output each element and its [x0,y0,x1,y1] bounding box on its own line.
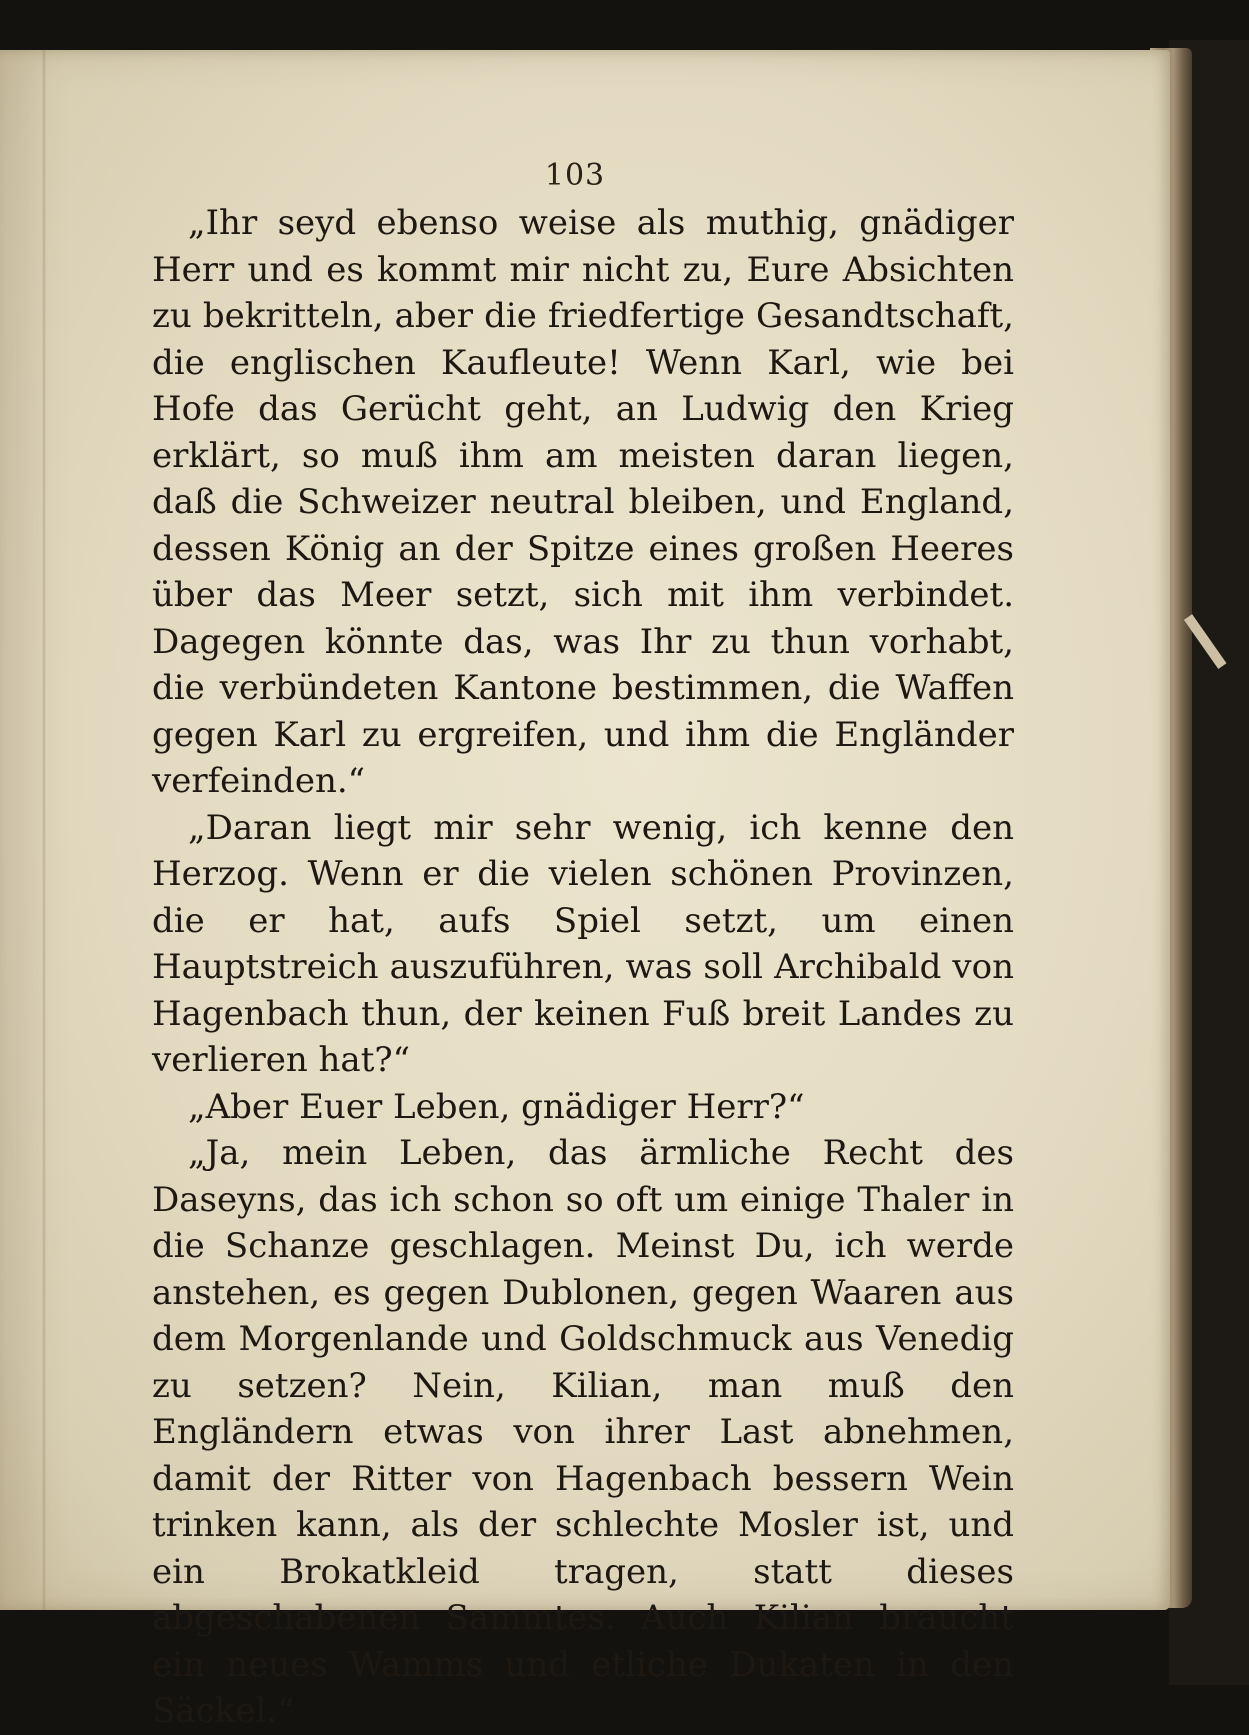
page-number: 103 [544,158,606,193]
paragraph: „Ihr seyd ebenso weise als muthig, gnädiger Herr und es kommt mir nicht zu, Eure Absichten zu bekritteln, aber die friedfertige Gesandtschaft, die englischen Kaufleute! Wenn Karl, wie bei Hofe das Gerücht geht, an Ludwig den Krieg erklärt, so muß ihm am meisten daran liegen, daß die Schweizer neutral bleiben, und England, dessen König an der Spitze eines großen Heeres über das Meer setzt, sich mit ihm verbindet. Dagegen könnte das, was Ihr zu thun vorhabt, die verbündeten Kantone bestimmen, die Waffen gegen Karl zu ergreifen, und ihm die Engländer verfeinden.“ [152,203,1014,801]
paragraph: „Daran liegt mir sehr wenig, ich kenne den Herzog. Wenn er die vielen schönen Provinzen, die er hat, aufs Spiel setzt, um einen Hauptstreich auszuführen, was soll Archibald von Hagenbach thun, der keinen Fuß breit Landes zu verlieren hat?“ [152,807,1014,1080]
page-gutter [42,50,46,1610]
paragraph: „Aber Euer Leben, gnädiger Herr?“ [188,1086,805,1127]
body-text [152,200,1014,1735]
paragraph: „Ja, mein Leben, das ärmliche Recht des Daseyns, das ich schon so oft um einige Thaler in die Schanze geschlagen. Meinst Du, ich werde anstehen, es gegen Dublonen, gegen Waaren aus dem Morgenlande und Goldschmuck aus Venedig zu setzen? Nein, Kilian, man muß den Engländern etwas von ihrer Last abnehmen, damit der Ritter von Hagenbach bessern Wein trinken kann, als der schlechte Mosler ist, und ein Brokatkleid tragen, statt dieses abgeschabenen Sammtes. Auch Kilian braucht ein neues Wamms und etliche Dukaten in den Säckel.“ [152,1133,1014,1731]
